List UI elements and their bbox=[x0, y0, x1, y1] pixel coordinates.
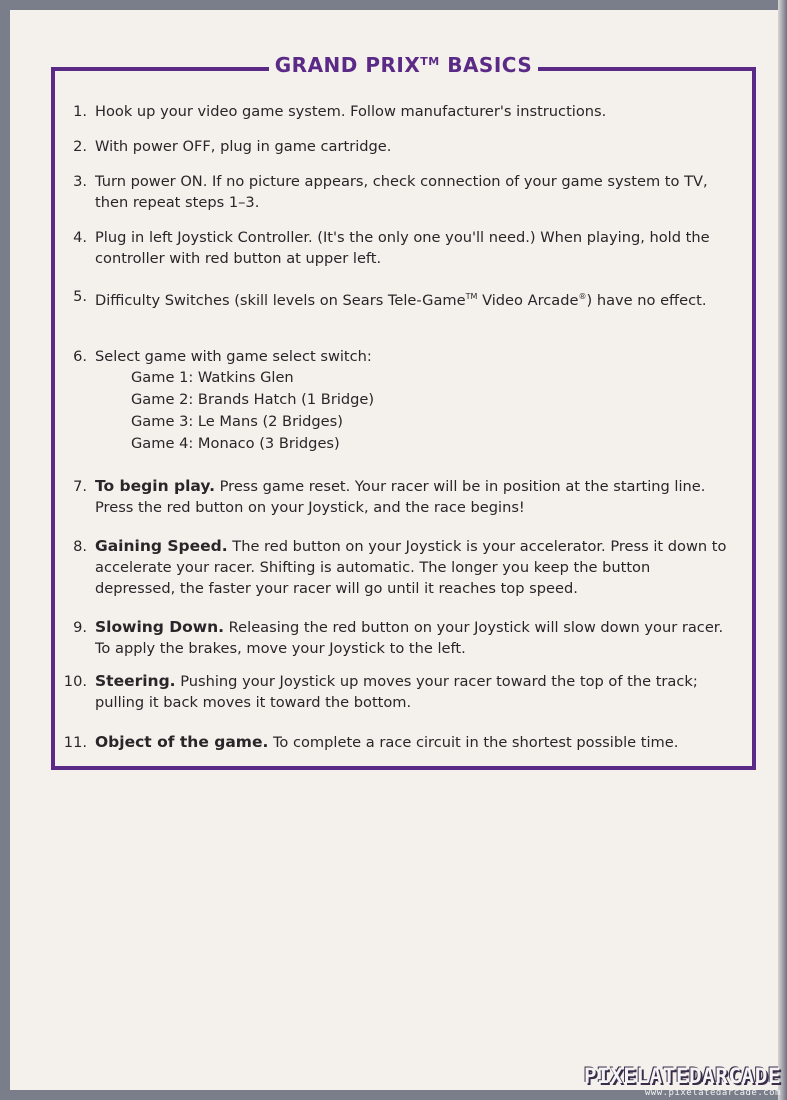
step-5: 5. Difficulty Switches (skill levels on Sears Tele-Game™ Video Arcade®) have no effect. bbox=[73, 288, 707, 309]
game-option: Game 4: Monaco (3 Bridges) bbox=[131, 435, 340, 452]
step-6: 6. Select game with game select switch: Game 1: Watkins Glen Game 2: Brands Hatch (1 Bridge) Game 3: Le Mans (2 Bridges) Game 4: Monaco (3 Bridges) bbox=[95, 346, 735, 455]
step-7: 7. To begin play. Press game reset. Your racer will be in position at the starting line. Press the red button on your Joystick, and the race begins! bbox=[73, 477, 706, 516]
step-9: 9. Slowing Down. Releasing the red button on your Joystick will slow down your racer. To apply the brakes, move your Joystick to the left. bbox=[73, 618, 724, 657]
game-option: Game 3: Le Mans (2 Bridges) bbox=[131, 413, 343, 430]
game-option: Game 2: Brands Hatch (1 Bridge) bbox=[131, 391, 375, 408]
basics-frame bbox=[51, 53, 756, 770]
game-option: Game 1: Watkins Glen bbox=[131, 369, 294, 386]
manual-page bbox=[10, 10, 778, 1090]
section-title: GRAND PRIX™ BASICS bbox=[269, 53, 538, 77]
watermark-logo: PIXELATEDARCADE bbox=[583, 1064, 781, 1088]
step-10: 10. Steering. Pushing your Joystick up moves your racer toward the top of the track; pulling it back moves it toward the bottom. bbox=[63, 672, 698, 711]
watermark bbox=[584, 1064, 781, 1098]
step-11: 11. Object of the game. To complete a race circuit in the shortest possible time. bbox=[63, 733, 679, 751]
step-4: 4. Plug in left Joystick Controller. (It's the only one you'll need.) When playing, hold the controller with red button at upper left. bbox=[73, 229, 710, 267]
step-3: 3. Turn power ON. If no picture appears, check connection of your game system to TV, then repeat steps 1–3. bbox=[73, 173, 708, 211]
watermark-url: www.pixelatedarcade.com bbox=[644, 1088, 781, 1098]
title-wrap bbox=[55, 53, 752, 77]
page-edge bbox=[778, 0, 787, 1100]
step-8: 8. Gaining Speed. The red button on your Joystick is your accelerator. Press it down to accelerate your racer. Shifting is automatic. The longer you keep the button depressed, the faster your racer will go until it reaches top speed. bbox=[73, 537, 727, 597]
step-1: 1. Hook up your video game system. Follow manufacturer's instructions. bbox=[73, 103, 607, 120]
step-2: 2. With power OFF, plug in game cartridge. bbox=[73, 138, 392, 155]
